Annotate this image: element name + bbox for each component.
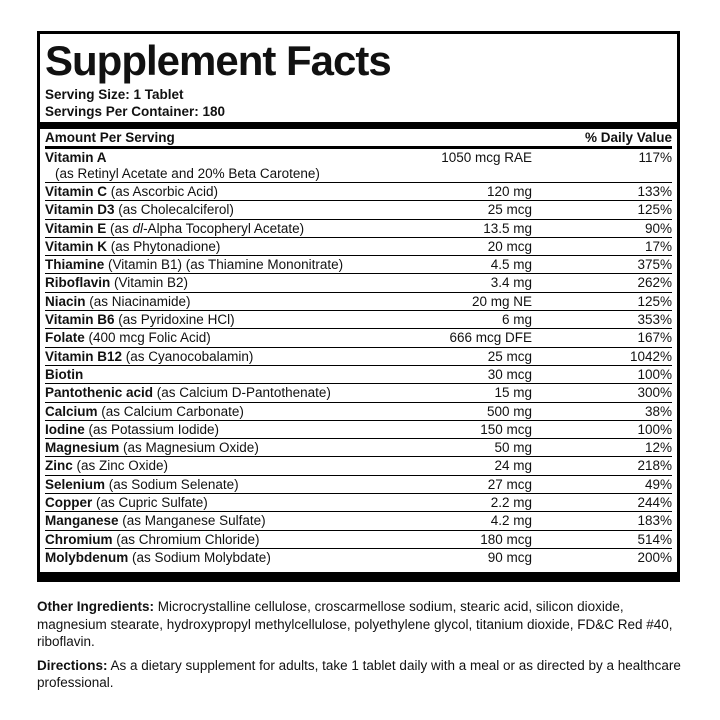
nutrient-name: Iodine	[45, 421, 85, 437]
other-ingredients-text: Microcrystalline cellulose, croscarmellose sodium, stearic acid, silicon dioxide, magnesium stearate, hydroxypropyl methylcellulose, polyethylene glycol, titanium dioxide, FD&C Red #40, riboflavin.	[37, 599, 673, 649]
nutrient-name: Pantothenic acid	[45, 385, 154, 401]
nutrient-daily-value: 49%	[644, 476, 672, 492]
nutrient-daily-value: 244%	[637, 495, 672, 511]
nutrient-source: (as Cupric Sulfate)	[92, 495, 208, 511]
nutrient-source: (as Sodium Selenate)	[105, 476, 239, 492]
nutrient-name: Vitamin A	[45, 150, 107, 165]
nutrient-name: Vitamin K	[45, 238, 108, 254]
nutrient-name-cell	[45, 476, 239, 493]
servings-per-container: Servings Per Container: 180	[45, 104, 226, 119]
nutrient-amount: 6 mg	[501, 312, 532, 328]
nutrient-row	[45, 384, 672, 402]
nutrient-row	[45, 293, 672, 311]
nutrient-row	[45, 512, 672, 530]
thick-divider	[40, 122, 677, 129]
nutrient-row	[45, 201, 672, 219]
nutrient-daily-value: 514%	[637, 531, 672, 547]
nutrient-row	[45, 238, 672, 256]
supplement-facts-panel	[37, 31, 680, 582]
nutrient-source: (400 mcg Folic Acid)	[84, 330, 211, 346]
nutrient-daily-value: 353%	[637, 312, 672, 328]
nutrient-name-cell	[45, 293, 191, 310]
nutrient-name-cell	[45, 457, 168, 474]
nutrient-name: Copper	[45, 495, 93, 511]
nutrient-row	[45, 149, 672, 183]
nutrient-source: (Vitamin B1) (as Thiamine Mononitrate)	[104, 257, 344, 273]
nutrient-name: Vitamin B6	[45, 312, 115, 328]
nutrient-amount: 30 mcg	[487, 366, 532, 382]
nutrient-name: Vitamin E	[45, 220, 107, 236]
nutrient-name: Selenium	[45, 476, 106, 492]
nutrient-source: (as Potassium Iodide)	[84, 421, 220, 437]
notes-section	[37, 598, 682, 698]
nutrient-name: Chromium	[45, 531, 113, 547]
nutrient-amount: 3.4 mg	[490, 275, 532, 291]
nutrient-name-cell	[45, 366, 83, 383]
column-header	[45, 129, 672, 149]
nutrient-name: Calcium	[45, 403, 98, 419]
nutrient-row	[45, 183, 672, 201]
nutrient-name-cell	[45, 149, 107, 166]
nutrient-amount: 4.2 mg	[490, 513, 532, 529]
nutrient-name-cell	[45, 183, 218, 200]
nutrient-list	[45, 149, 672, 566]
nutrient-amount: 20 mcg	[487, 238, 532, 254]
nutrient-daily-value: 200%	[637, 549, 672, 565]
nutrient-name-cell	[45, 384, 331, 401]
nutrient-name-cell	[45, 531, 260, 548]
panel-title: Supplement Facts	[45, 37, 391, 84]
nutrient-name-cell	[45, 311, 235, 328]
nutrient-daily-value: 12%	[644, 440, 672, 456]
nutrient-row	[45, 366, 672, 384]
nutrient-name-cell	[45, 549, 271, 566]
nutrient-row	[45, 549, 672, 566]
nutrient-name: Thiamine	[45, 257, 105, 273]
nutrient-source: (as Ascorbic Acid)	[107, 184, 219, 199]
nutrient-daily-value: 125%	[637, 293, 672, 309]
nutrient-source: (as Phytonadione)	[107, 238, 221, 254]
bottom-thick-divider	[40, 572, 677, 579]
nutrient-source: (as Zinc Oxide)	[72, 458, 169, 474]
nutrient-amount: 13.5 mg	[483, 220, 532, 236]
nutrient-daily-value: 262%	[637, 275, 672, 291]
nutrient-name: Biotin	[45, 366, 84, 382]
nutrient-amount: 1050 mcg RAE	[441, 150, 532, 165]
nutrient-source: (as Niacinamide)	[85, 293, 191, 309]
nutrient-row	[45, 348, 672, 366]
nutrient-row	[45, 329, 672, 347]
nutrient-name: Riboflavin	[45, 275, 111, 291]
nutrient-name: Manganese	[45, 513, 119, 529]
nutrient-daily-value: 1042%	[629, 348, 672, 364]
nutrient-daily-value: 133%	[637, 184, 672, 199]
nutrient-name-cell	[45, 403, 244, 420]
nutrient-daily-value: 167%	[637, 330, 672, 346]
nutrient-name-cell	[45, 220, 304, 237]
directions-label: Directions:	[37, 657, 108, 673]
nutrient-amount: 24 mg	[494, 458, 532, 474]
nutrient-name: Vitamin D3	[45, 202, 115, 218]
nutrient-source: (as Magnesium Oxide)	[119, 440, 259, 456]
nutrient-name-cell	[45, 439, 259, 456]
nutrient-daily-value: 375%	[637, 257, 672, 273]
nutrient-subtext: (as Retinyl Acetate and 20% Beta Carotene)	[55, 166, 320, 181]
nutrient-name: Zinc	[45, 458, 73, 474]
nutrient-row	[45, 256, 672, 274]
nutrient-name: Niacin	[45, 293, 86, 309]
nutrient-row	[45, 274, 672, 292]
nutrient-amount: 4.5 mg	[490, 257, 532, 273]
nutrient-source: (as Calcium D-Pantothenate)	[153, 385, 331, 401]
nutrient-name-cell	[45, 238, 220, 255]
nutrient-row	[45, 531, 672, 549]
nutrient-row	[45, 476, 672, 494]
nutrient-amount: 25 mcg	[487, 348, 532, 364]
other-ingredients	[37, 598, 682, 651]
nutrient-row	[45, 494, 672, 512]
nutrient-source: (as Manganese Sulfate)	[118, 513, 266, 529]
nutrient-row	[45, 403, 672, 421]
directions-text: As a dietary supplement for adults, take 1 tablet daily with a meal or as directed by a healthcare professional.	[37, 657, 681, 690]
nutrient-daily-value: 100%	[637, 421, 672, 437]
nutrient-name-cell	[45, 329, 211, 346]
nutrient-daily-value: 38%	[644, 403, 672, 419]
nutrient-name-cell	[45, 421, 219, 438]
nutrient-amount: 500 mg	[486, 403, 532, 419]
nutrient-row	[45, 311, 672, 329]
directions	[37, 657, 682, 692]
nutrient-daily-value: 100%	[637, 366, 672, 382]
nutrient-name: Vitamin C	[45, 184, 108, 199]
nutrient-name-cell	[45, 494, 208, 511]
nutrient-name-cell	[45, 348, 253, 365]
nutrient-amount: 2.2 mg	[490, 495, 532, 511]
nutrient-amount: 90 mcg	[487, 549, 532, 565]
nutrient-source: (as Sodium Molybdate)	[128, 549, 271, 565]
nutrient-name: Magnesium	[45, 440, 120, 456]
nutrient-name-cell	[45, 256, 343, 273]
nutrient-name: Folate	[45, 330, 85, 346]
header-daily-value: % Daily Value	[584, 130, 672, 145]
header-amount: Amount Per Serving	[45, 130, 175, 145]
nutrient-row	[45, 457, 672, 475]
nutrient-row	[45, 421, 672, 439]
nutrient-name-cell	[45, 274, 188, 291]
nutrient-daily-value: 117%	[638, 150, 672, 165]
nutrient-name-cell	[45, 512, 266, 529]
nutrient-amount: 27 mcg	[487, 476, 532, 492]
nutrient-daily-value: 125%	[637, 202, 672, 218]
nutrient-source: (as Calcium Carbonate)	[97, 403, 244, 419]
nutrient-daily-value: 183%	[637, 513, 672, 529]
nutrient-source: (as Pyridoxine HCl)	[114, 312, 235, 328]
nutrient-amount: 15 mg	[494, 385, 532, 401]
nutrient-name: Molybdenum	[45, 549, 129, 565]
nutrient-source: (as Cyanocobalamin)	[122, 348, 254, 364]
nutrient-daily-value: 90%	[644, 220, 672, 236]
nutrient-name-cell	[45, 201, 234, 218]
serving-size: Serving Size: 1 Tablet	[45, 87, 184, 102]
nutrient-amount: 150 mcg	[480, 421, 532, 437]
nutrient-source: (as dl-Alpha Tocopheryl Acetate)	[106, 220, 305, 236]
nutrient-amount: 25 mcg	[487, 202, 532, 218]
nutrient-source: (as Cholecalciferol)	[114, 202, 234, 218]
nutrient-amount: 666 mcg DFE	[449, 330, 532, 346]
nutrient-daily-value: 218%	[637, 458, 672, 474]
nutrient-name: Vitamin B12	[45, 348, 123, 364]
other-ingredients-label: Other Ingredients:	[37, 599, 155, 614]
nutrient-daily-value: 300%	[637, 385, 672, 401]
nutrient-amount: 20 mg NE	[471, 293, 532, 309]
nutrient-source: (Vitamin B2)	[110, 275, 189, 291]
nutrient-row	[45, 439, 672, 457]
nutrient-amount: 120 mg	[486, 184, 532, 199]
nutrient-amount: 180 mcg	[480, 531, 532, 547]
nutrient-row	[45, 220, 672, 238]
nutrient-source: (as Chromium Chloride)	[112, 531, 260, 547]
nutrient-amount: 50 mg	[494, 440, 532, 456]
nutrient-daily-value: 17%	[644, 238, 672, 254]
